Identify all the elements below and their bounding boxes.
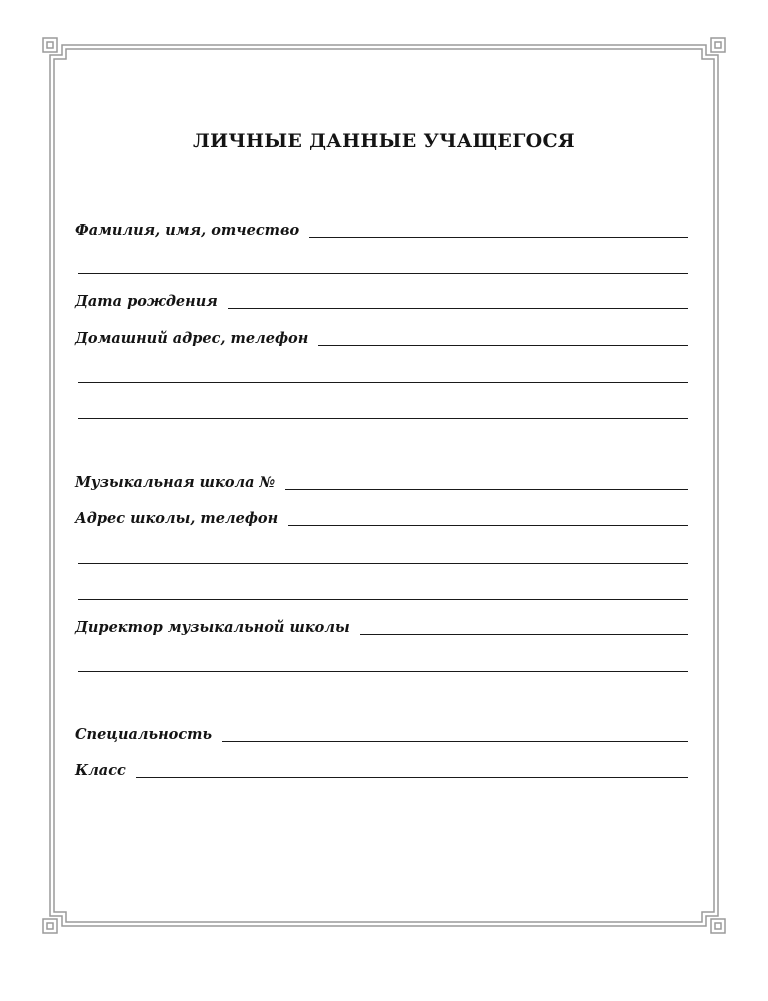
music-school-label: Музыкальная школа № bbox=[75, 474, 276, 491]
school-address-line[interactable] bbox=[288, 524, 688, 526]
grade-field[interactable] bbox=[75, 762, 688, 780]
director-extra-line[interactable] bbox=[78, 671, 688, 672]
grade-label: Класс bbox=[75, 762, 126, 779]
school-address-extra-line-1[interactable] bbox=[78, 563, 688, 564]
home-address-extra-line-1[interactable] bbox=[78, 382, 688, 383]
music-school-line[interactable] bbox=[285, 488, 688, 490]
director-label: Директор музыкальной школы bbox=[75, 619, 350, 636]
full-name-label: Фамилия, имя, отчество bbox=[75, 222, 300, 239]
full-name-extra-line[interactable] bbox=[78, 273, 688, 274]
home-address-extra-line-2[interactable] bbox=[78, 418, 688, 419]
home-address-line[interactable] bbox=[318, 344, 688, 346]
birth-date-field[interactable] bbox=[75, 293, 688, 311]
music-school-field[interactable] bbox=[75, 474, 688, 492]
specialty-line[interactable] bbox=[222, 740, 688, 742]
director-line[interactable] bbox=[360, 633, 688, 635]
home-address-label: Домашний адрес, телефон bbox=[75, 330, 309, 347]
specialty-field[interactable] bbox=[75, 726, 688, 744]
home-address-field[interactable] bbox=[75, 330, 688, 348]
birth-date-line[interactable] bbox=[228, 307, 688, 309]
school-address-label: Адрес школы, телефон bbox=[75, 510, 279, 527]
grade-line[interactable] bbox=[136, 776, 688, 778]
school-address-extra-line-2[interactable] bbox=[78, 599, 688, 600]
specialty-label: Специальность bbox=[75, 726, 213, 743]
school-address-field[interactable] bbox=[75, 510, 688, 528]
full-name-field[interactable] bbox=[75, 222, 688, 240]
full-name-line[interactable] bbox=[309, 236, 688, 238]
director-field[interactable] bbox=[75, 619, 688, 637]
page-title: ЛИЧНЫЕ ДАННЫЕ УЧАЩЕГОСЯ bbox=[193, 130, 575, 152]
birth-date-label: Дата рождения bbox=[75, 293, 218, 310]
